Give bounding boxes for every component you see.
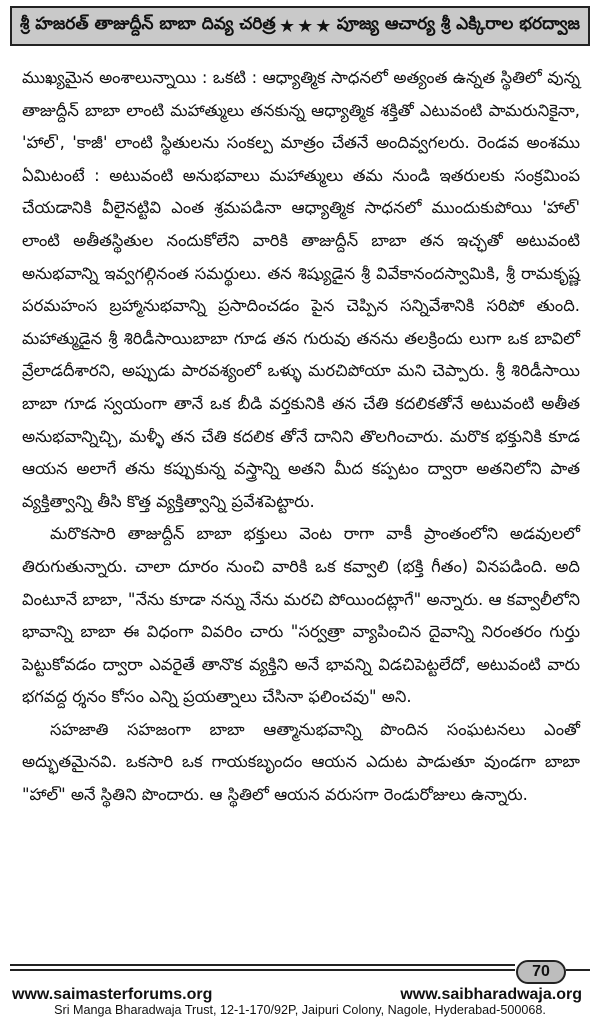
book-title: శ్రీ హజరత్ తాజుద్దీన్ బాబా దివ్య చరిత్ర bbox=[20, 14, 276, 34]
page-number: 70 bbox=[516, 960, 566, 984]
running-header bbox=[10, 6, 590, 46]
paragraph-3: సహజాతి సహజంగా బాబా ఆత్మానుభవాన్ని పొందిన సంఘటనలు ఎంతో అద్భుతమైనవి. ఒకసారి ఒక గాయకబృందం ఆయన ఎదుట పాడుతూ వుండగా బాబా "హాల్" అనే స్థితిని పొందారు. ఆ స్థితిలో ఆయన వరుసగా రెండురోజులు ఉన్నారు. bbox=[22, 719, 580, 805]
publisher-address: Sri Manga Bharadwaja Trust, 12-1-170/92P, Jaipuri Colony, Nagole, Hyderabad-500068. bbox=[54, 1003, 546, 1017]
star-ornament: ★★★ bbox=[278, 15, 334, 37]
website-right: www.saibharadwaja.org bbox=[400, 986, 582, 1003]
paragraph-1: ముఖ్యమైన అంశాలున్నాయి : ఒకటి : ఆధ్యాత్మిక సాధనలో అత్యంత ఉన్నత స్థితిలో వున్న తాజుద్దీన్ బాబా లాంటి మహాత్ములు తనకున్న ఆధ్యాత్మిక శక్తితో ఎటువంటి పామరునికైనా, 'హాల్', 'కాజీ' లాంటి స్థితులను సంకల్ప మాత్రం చేతనే అందివ్వగలరు. రెండవ అంశము ఏమిటంటే : అటువంటి అనుభవాలు మహాత్ములు తమ నుండి ఇతరులకు సంక్రమింప చేయడానికి వీలైనట్టివి ఎంత శ్రమపడినా ఆధ్యాత్మిక సాధనలో ముందుకుపోయి 'హాల్' లాంటి అతీతస్థితుల నందుకోలేని వారికి తాజుద్దీన్ బాబా తన ఇచ్ఛతో అటువంటి అనుభవాన్ని ఇవ్వగల్గినంత సమర్థులు. తన శిష్యుడైన శ్రీ వివేకానందస్వామికి, శ్రీ రామకృష్ణ పరమహంస బ్రహ్మానుభవాన్ని ప్రసాదించడం పైన చెప్పిన సన్నివేశానికి సరిపో తుంది. మహాత్ముడైన శ్రీ శిరిడీసాయిబాబా గూడ తన గురువు తనను తలక్రిందు లుగా ఒక బావిలో వ్రేలాడదీశారని, అప్పుడు పారవశ్యంలో ఒళ్ళు మరచిపోయా మని చెప్పారు. శ్రీ శిరిడీసాయి బాబా గూడ స్వయంగా తానే ఒక బీడి వర్తకునికి తన చేతి కదలికతోనే అటువంటి అతీత అనుభవాన్నిచ్చి, మళ్ళీ తన చేతి కదలిక తోనే దానిని తొలగించారు. మరొక భక్తునికి కూడ ఆయన అలాగే తను కప్పుకున్న వస్త్రాన్ని అతని మీద కప్పటం ద్వారా అతనిలోని పాత వ్యక్తిత్వాన్ని తీసి కొత్త వ్యక్తిత్వాన్ని ప్రవేశపెట్టారు. bbox=[22, 68, 580, 511]
footer-rule bbox=[10, 964, 515, 971]
website-left: www.saimasterforums.org bbox=[12, 986, 213, 1003]
paragraph-2: మరొకసారి తాజుద్దీన్ బాబా భక్తులు వెంట రాగా వాకీ ప్రాంతంలోని అడవులలో తిరుగుతున్నారు. చాలా దూరం నుంచి వారికి ఒక కవ్వాలి (భక్తి గీతం) వినపడింది. అది వింటూనే బాబా, "నేను కూడా నన్ను నేను మరచి పోయిందట్లాగే" అన్నారు. ఆ కవ్వాలీలోని భావాన్ని బాబా ఈ విధంగా వివరిం చారు "సర్వత్రా వ్యాపించిన దైవాన్ని నిరంతరం గుర్తు పెట్టుకోవడం ద్వారా ఎవరైతే తానొక వ్యక్తిని అనే భావన్ని విడచిపెట్టలేదో, అటువంటి వారు భగవద్ద ర్శనం కోసం ఎన్ని ప్రయత్నాలు చేసినా ఫలించవు" అని. bbox=[22, 524, 580, 707]
footer-rule-right bbox=[566, 969, 590, 971]
author-name: పూజ్య ఆచార్య శ్రీ ఎక్కిరాల భరద్వాజ bbox=[336, 14, 580, 34]
page-body bbox=[22, 62, 580, 812]
